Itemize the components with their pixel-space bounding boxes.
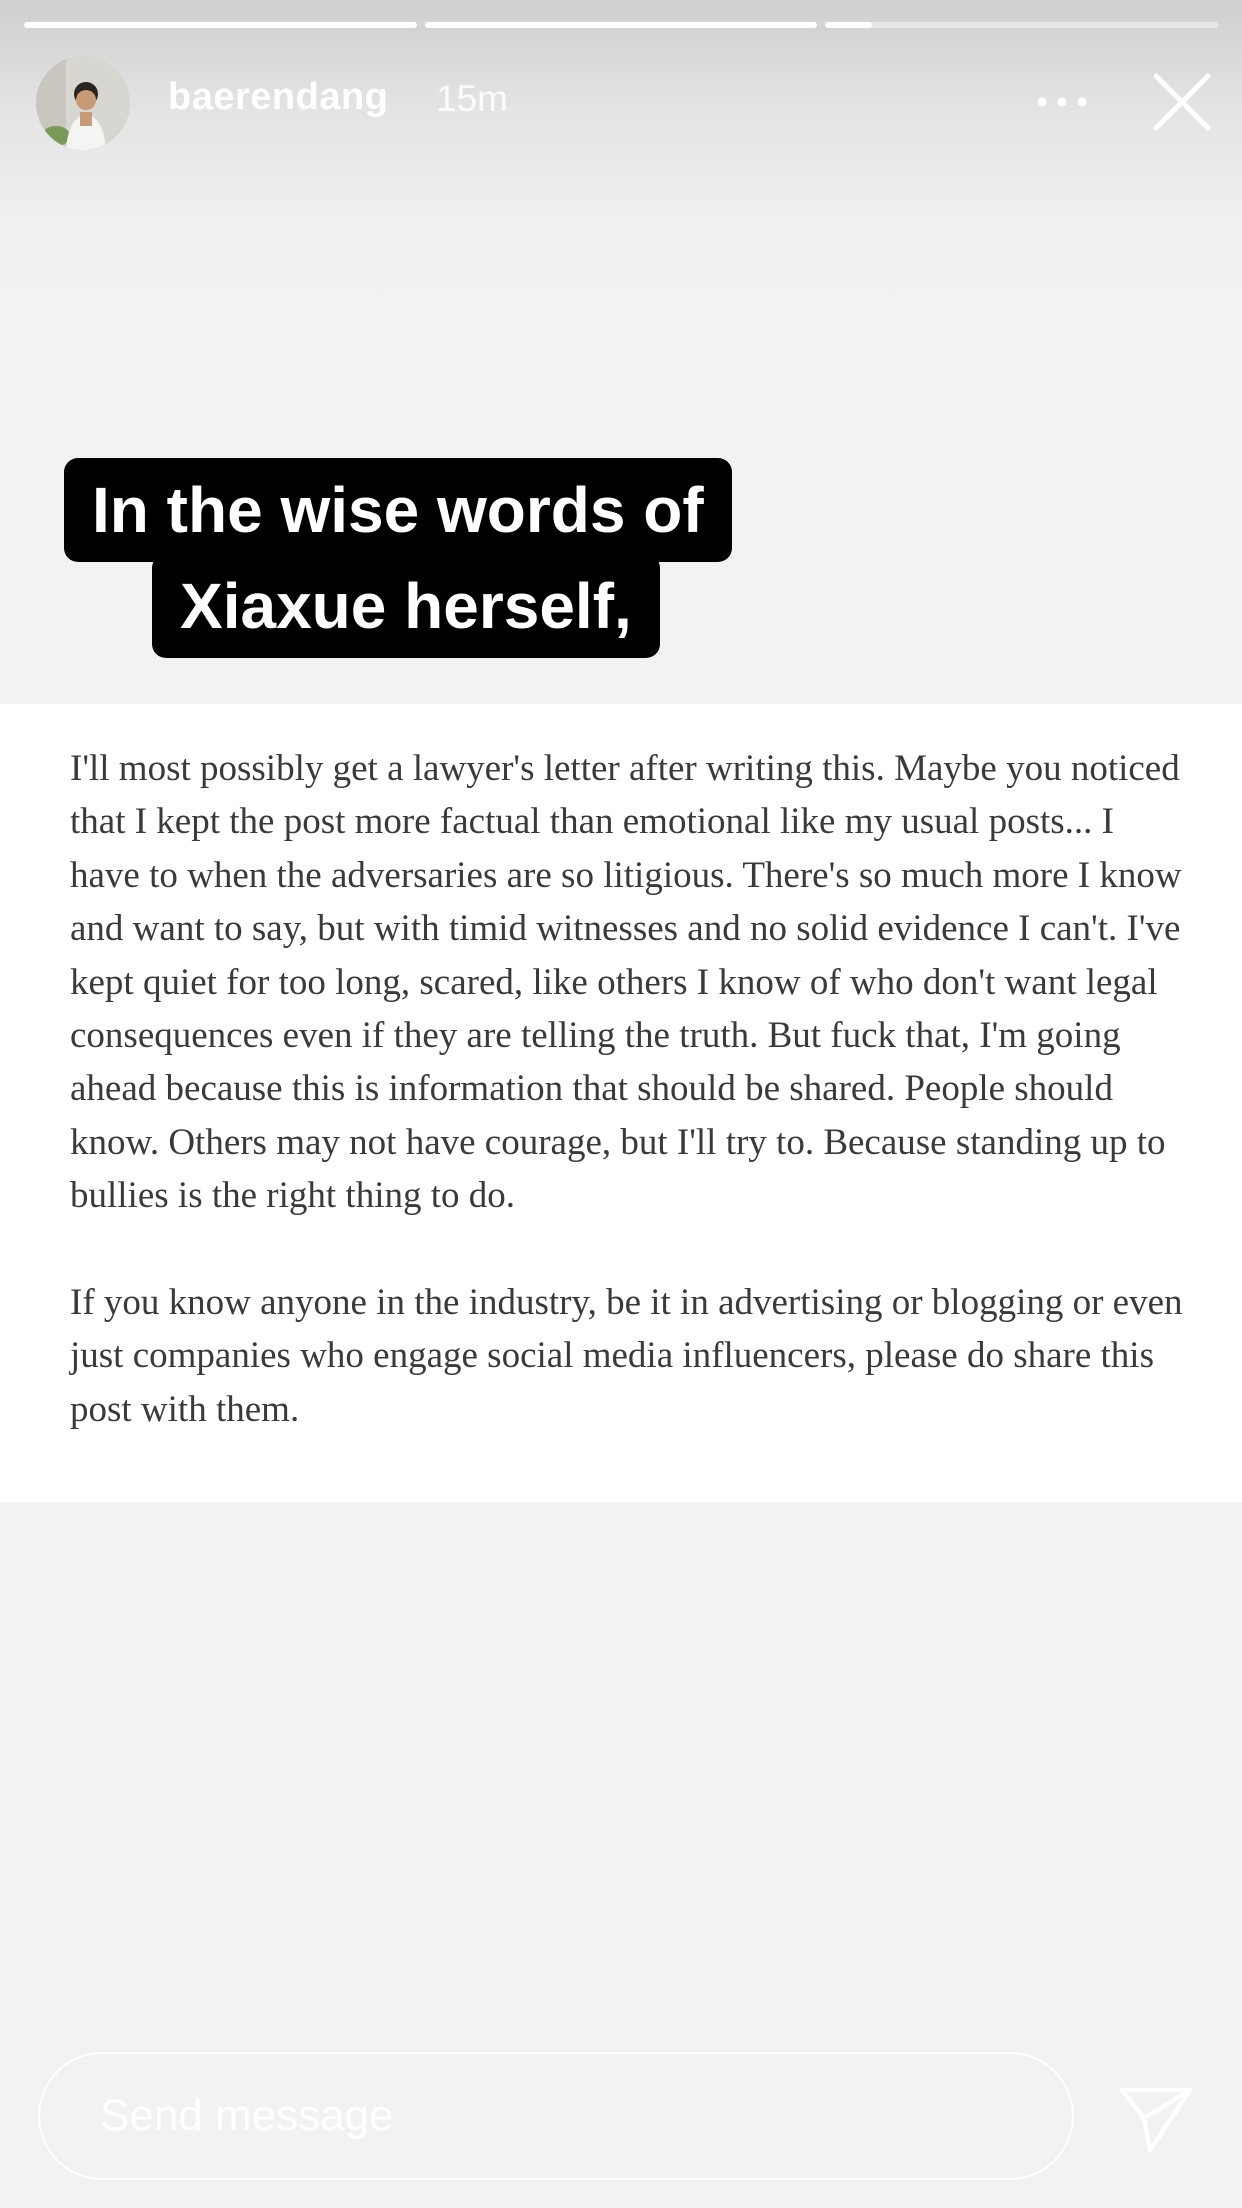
story-username[interactable]: baerendang [168, 76, 389, 118]
more-horizontal-icon[interactable] [1032, 82, 1092, 122]
close-icon[interactable] [1150, 70, 1214, 134]
avatar[interactable] [36, 56, 130, 150]
quoted-post-text [70, 742, 1190, 1436]
progress-segment [425, 22, 818, 28]
quoted-post-screenshot [0, 704, 1242, 1502]
story-progress [24, 22, 1218, 28]
send-message-input[interactable] [38, 2052, 1074, 2180]
quote-paragraph-1: I'll most possibly get a lawyer's letter after writing this. Maybe you noticed that I kept the post more factual than emotional like my usual posts... I have to when the adversaries are so litigious. There's so much more I know and want to say, but with timid witnesses and no solid evidence I can't. I've kept quiet for too long, scared, like others I know of who don't want legal consequences even if they are telling the truth. But fuck that, I'm going ahead because this is information that should be shared. People should know. Others may not have courage, but I'll try to. Because standing up to bullies is the right thing to do. [70, 748, 1182, 1217]
quote-paragraph-2: If you know anyone in the industry, be it in advertising or blogging or even just companies who engage social media influencers, please do share this post with them. [70, 1282, 1183, 1430]
story-timestamp: 15m [436, 78, 508, 119]
caption-line-2: Xiaxue herself, [152, 554, 660, 658]
caption-line-1: In the wise words of [64, 458, 732, 562]
avatar-photo-icon [36, 56, 130, 150]
send-icon[interactable] [1118, 2084, 1194, 2154]
progress-segment [825, 22, 1218, 28]
top-gradient [0, 0, 1242, 320]
progress-segment [24, 22, 417, 28]
